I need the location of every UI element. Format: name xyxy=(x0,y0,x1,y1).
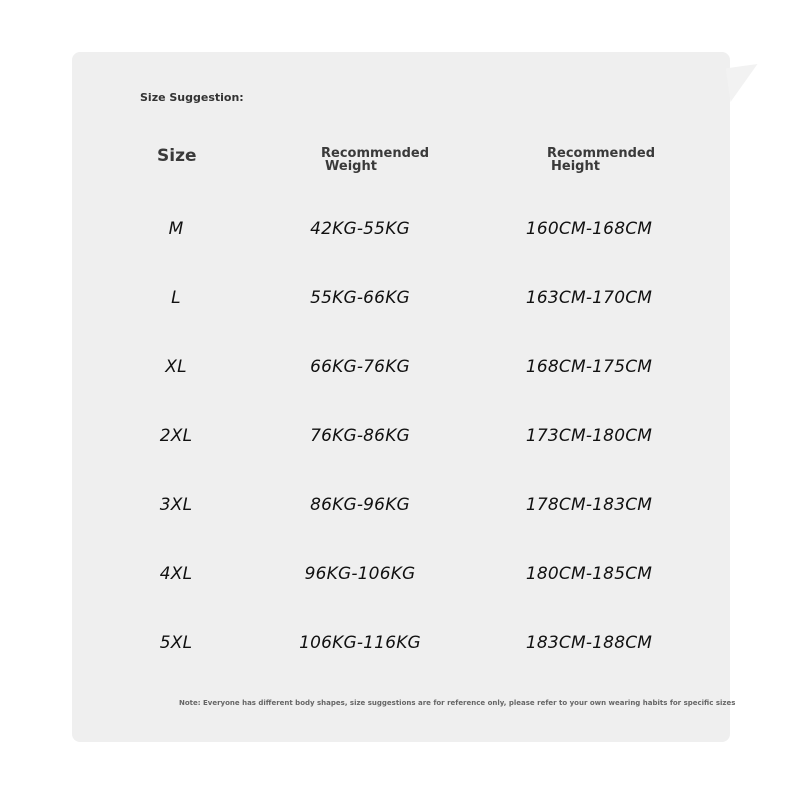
height-cell: 178CM-183CM xyxy=(525,495,653,515)
height-cell: 173CM-180CM xyxy=(525,426,653,446)
weight-cell: 42KG-55KG xyxy=(310,219,410,239)
size-cell: XL xyxy=(165,357,187,377)
column-header-weight xyxy=(321,147,429,173)
size-note: Note: Everyone has different body shapes, size suggestions are for reference only, please refer to your own wearing habits for specific sizes xyxy=(179,699,736,707)
table-row xyxy=(0,219,800,249)
column-header-size: Size xyxy=(157,146,197,166)
height-cell: 160CM-168CM xyxy=(525,219,653,239)
weight-cell: 55KG-66KG xyxy=(310,288,410,308)
size-cell: M xyxy=(168,219,184,239)
table-row xyxy=(0,357,800,387)
weight-cell: 66KG-76KG xyxy=(310,357,410,377)
height-cell: 183CM-188CM xyxy=(525,633,653,653)
weight-cell: 96KG-106KG xyxy=(304,564,416,584)
weight-cell: 106KG-116KG xyxy=(299,633,421,653)
table-row xyxy=(0,564,800,594)
table-row xyxy=(0,426,800,456)
corner-decoration xyxy=(726,64,762,102)
size-cell: L xyxy=(171,288,181,308)
column-header-height xyxy=(547,147,655,173)
table-row xyxy=(0,288,800,318)
size-cell: 5XL xyxy=(159,633,193,653)
height-cell: 163CM-170CM xyxy=(525,288,653,308)
column-header-weight-line2: Weight xyxy=(325,159,377,174)
column-header-weight-line1: Recommended xyxy=(321,146,430,161)
height-cell: 168CM-175CM xyxy=(525,357,653,377)
size-cell: 2XL xyxy=(159,426,193,446)
size-cell: 3XL xyxy=(159,495,193,515)
table-row xyxy=(0,495,800,525)
weight-cell: 76KG-86KG xyxy=(310,426,410,446)
table-row xyxy=(0,633,800,663)
column-header-height-line1: Recommended xyxy=(547,146,656,161)
column-header-height-line2: Height xyxy=(551,159,600,174)
height-cell: 180CM-185CM xyxy=(525,564,653,584)
size-suggestion-heading: Size Suggestion: xyxy=(140,91,244,104)
size-cell: 4XL xyxy=(159,564,193,584)
weight-cell: 86KG-96KG xyxy=(310,495,410,515)
